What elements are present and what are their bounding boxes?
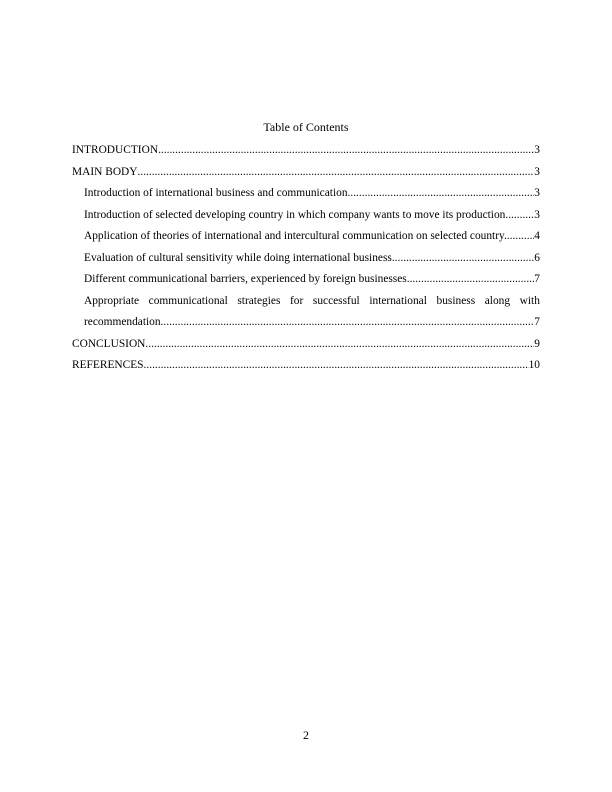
toc-leader-dots [508,205,534,227]
toc-entry-page: 6 [534,251,540,264]
toc-entry-label-line2 [72,312,540,334]
toc-entry-page: 3 [534,144,540,156]
toc-entry-page: 9 [534,337,540,350]
toc-entry-page: 3 [534,165,540,178]
toc-leader-dots [158,140,534,162]
toc-entry-label: recommendation [84,316,161,328]
toc-entry-label: Introduction of selected developing country in which company wants to move its production. [84,208,509,221]
toc-entry-cultural-sensitivity[interactable] [72,248,540,270]
toc-word: along [484,294,511,307]
toc-entry-page: 4 [534,230,540,242]
toc-entry-page: 3 [534,187,540,199]
toc-entry-developing-country[interactable] [72,205,540,227]
toc-entry-communicational-strategies[interactable] [72,291,540,334]
toc-leader-dots [507,226,535,248]
toc-entry-communication-theories[interactable] [72,226,540,248]
toc-entry-intl-business-communication[interactable] [72,183,540,205]
toc-leader-dots [407,269,535,291]
page-number: 2 [303,728,309,742]
toc-entry-conclusion[interactable] [72,334,540,356]
toc-word: Appropriate [84,294,140,307]
toc-leader-dots [138,162,535,184]
toc-word: with [519,294,540,307]
toc-leader-dots [348,183,535,205]
toc-entry-label: Different communicational barriers, experienced by foreign businesses [84,273,407,285]
toc-entry-label-line1 [72,291,540,313]
toc-entry-label: Evaluation of cultural sensitivity while doing international business [84,251,392,264]
toc-entry-label: MAIN BODY [72,165,138,178]
table-of-contents [72,140,540,377]
toc-word: business [436,294,476,307]
toc-entry-label: Introduction of international business and communication [84,187,348,199]
toc-word: communicational [148,294,228,307]
toc-entry-page: 10 [528,359,540,371]
toc-title: Table of Contents [263,120,349,134]
toc-entry-label: CONCLUSION [72,337,146,350]
toc-entry-references[interactable] [72,355,540,377]
toc-entry-main-body[interactable] [72,162,540,184]
toc-entry-label: INTRODUCTION [72,144,159,156]
toc-word: international [369,294,427,307]
toc-word: strategies [237,294,281,307]
toc-entry-label: REFERENCES [72,359,144,371]
toc-entry-label: Application of theories of international and intercultural communication on selected country. [84,230,507,242]
toc-leader-dots [145,334,534,356]
toc-entry-communicational-barriers[interactable] [72,269,540,291]
toc-entry-introduction[interactable] [72,140,540,162]
toc-leader-dots [144,355,529,377]
toc-leader-dots [161,312,535,334]
toc-word: for [289,294,304,307]
toc-entry-page: 3 [534,208,540,221]
toc-entry-page: 7 [534,273,540,285]
toc-word: successful [312,294,360,307]
toc-leader-dots [392,248,534,270]
toc-entry-page: 7 [534,316,540,328]
